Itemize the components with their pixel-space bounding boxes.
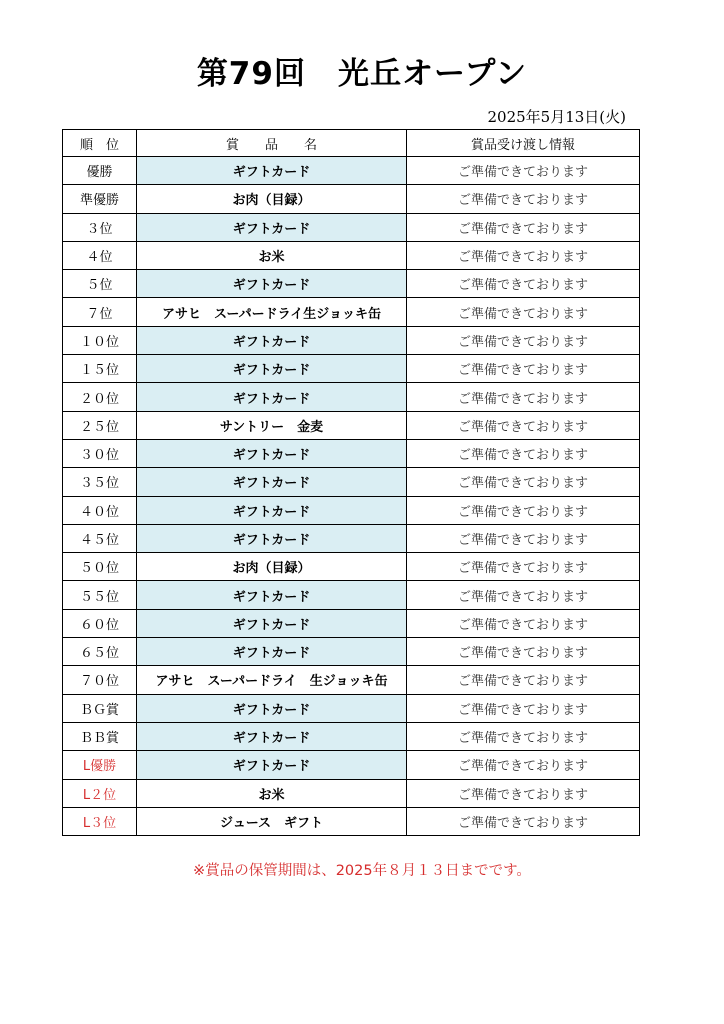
table-row bbox=[63, 326, 640, 354]
table-row bbox=[63, 468, 640, 496]
status-cell: ご準備できております bbox=[407, 298, 640, 326]
status-cell: ご準備できております bbox=[407, 270, 640, 298]
status-cell: ご準備できております bbox=[407, 807, 640, 835]
status-cell: ご準備できております bbox=[407, 383, 640, 411]
status-cell: ご準備できております bbox=[407, 326, 640, 354]
rank-cell: ２０位 bbox=[63, 383, 137, 411]
rank-cell: ３位 bbox=[63, 213, 137, 241]
prize-cell: ジュース ギフト bbox=[137, 807, 407, 835]
status-cell: ご準備できております bbox=[407, 241, 640, 269]
status-cell: ご準備できております bbox=[407, 609, 640, 637]
table-row bbox=[63, 694, 640, 722]
table-row bbox=[63, 383, 640, 411]
table-row bbox=[63, 355, 640, 383]
status-cell: ご準備できております bbox=[407, 666, 640, 694]
rank-cell: ４０位 bbox=[63, 496, 137, 524]
rank-cell: ４位 bbox=[63, 241, 137, 269]
table-row bbox=[63, 411, 640, 439]
status-cell: ご準備できております bbox=[407, 185, 640, 213]
header-status: 賞品受け渡し情報 bbox=[407, 130, 640, 157]
table-row bbox=[63, 666, 640, 694]
rank-cell: ４５位 bbox=[63, 524, 137, 552]
status-cell: ご準備できております bbox=[407, 468, 640, 496]
prize-cell: ギフトカード bbox=[137, 638, 407, 666]
rank-cell: 優勝 bbox=[63, 157, 137, 185]
rank-cell: ６５位 bbox=[63, 638, 137, 666]
table-row bbox=[63, 751, 640, 779]
header-prize: 賞 品 名 bbox=[137, 130, 407, 157]
rank-cell: L３位 bbox=[63, 807, 137, 835]
table-row bbox=[63, 185, 640, 213]
rank-cell: ３０位 bbox=[63, 439, 137, 467]
rank-cell: ＢＧ賞 bbox=[63, 694, 137, 722]
prize-cell: お米 bbox=[137, 241, 407, 269]
table-header-row bbox=[63, 130, 640, 157]
prize-cell: ギフトカード bbox=[137, 157, 407, 185]
prize-cell: ギフトカード bbox=[137, 496, 407, 524]
prize-cell: ギフトカード bbox=[137, 751, 407, 779]
prize-cell: ギフトカード bbox=[137, 722, 407, 750]
rank-cell: １５位 bbox=[63, 355, 137, 383]
table-row bbox=[63, 213, 640, 241]
status-cell: ご準備できております bbox=[407, 694, 640, 722]
rank-cell: ＢＢ賞 bbox=[63, 722, 137, 750]
table-row bbox=[63, 609, 640, 637]
prize-cell: ギフトカード bbox=[137, 383, 407, 411]
prize-cell: お肉（目録） bbox=[137, 553, 407, 581]
status-cell: ご準備できております bbox=[407, 411, 640, 439]
rank-cell: １０位 bbox=[63, 326, 137, 354]
prize-cell: アサヒ スーパードライ 生ジョッキ缶 bbox=[137, 666, 407, 694]
prize-cell: ギフトカード bbox=[137, 524, 407, 552]
rank-cell: ６０位 bbox=[63, 609, 137, 637]
table-row bbox=[63, 807, 640, 835]
status-cell: ご準備できております bbox=[407, 524, 640, 552]
prize-cell: ギフトカード bbox=[137, 213, 407, 241]
table-row bbox=[63, 638, 640, 666]
prize-cell: お米 bbox=[137, 779, 407, 807]
table-row bbox=[63, 553, 640, 581]
status-cell: ご準備できております bbox=[407, 157, 640, 185]
prize-cell: ギフトカード bbox=[137, 439, 407, 467]
prize-cell: ギフトカード bbox=[137, 468, 407, 496]
status-cell: ご準備できております bbox=[407, 751, 640, 779]
storage-note: ※賞品の保管期間は、2025年８月１３日までです。 bbox=[193, 863, 531, 879]
rank-cell: L優勝 bbox=[63, 751, 137, 779]
rank-cell: L２位 bbox=[63, 779, 137, 807]
rank-cell: ７０位 bbox=[63, 666, 137, 694]
page-title: 第79回 光丘オープン bbox=[196, 56, 528, 92]
status-cell: ご準備できております bbox=[407, 355, 640, 383]
prize-table bbox=[62, 129, 640, 836]
rank-cell: ２５位 bbox=[63, 411, 137, 439]
prize-cell: ギフトカード bbox=[137, 694, 407, 722]
table-row bbox=[63, 779, 640, 807]
event-date: 2025年5月13日(火) bbox=[487, 108, 626, 126]
status-cell: ご準備できております bbox=[407, 496, 640, 524]
status-cell: ご準備できております bbox=[407, 439, 640, 467]
table-row bbox=[63, 722, 640, 750]
status-cell: ご準備できております bbox=[407, 638, 640, 666]
table-row bbox=[63, 298, 640, 326]
table-row bbox=[63, 439, 640, 467]
rank-cell: ５５位 bbox=[63, 581, 137, 609]
table-row bbox=[63, 241, 640, 269]
rank-cell: ７位 bbox=[63, 298, 137, 326]
table-row bbox=[63, 496, 640, 524]
prize-cell: ギフトカード bbox=[137, 270, 407, 298]
prize-cell: お肉（目録） bbox=[137, 185, 407, 213]
status-cell: ご準備できております bbox=[407, 581, 640, 609]
table-row bbox=[63, 157, 640, 185]
rank-cell: 準優勝 bbox=[63, 185, 137, 213]
table-row bbox=[63, 581, 640, 609]
prize-cell: ギフトカード bbox=[137, 326, 407, 354]
rank-cell: ５０位 bbox=[63, 553, 137, 581]
prize-cell: ギフトカード bbox=[137, 355, 407, 383]
status-cell: ご準備できております bbox=[407, 722, 640, 750]
status-cell: ご準備できております bbox=[407, 213, 640, 241]
rank-cell: ３５位 bbox=[63, 468, 137, 496]
prize-cell: ギフトカード bbox=[137, 609, 407, 637]
table-row bbox=[63, 524, 640, 552]
status-cell: ご準備できております bbox=[407, 553, 640, 581]
prize-cell: アサヒ スーパードライ生ジョッキ缶 bbox=[137, 298, 407, 326]
table-row bbox=[63, 270, 640, 298]
rank-cell: ５位 bbox=[63, 270, 137, 298]
status-cell: ご準備できております bbox=[407, 779, 640, 807]
prize-cell: サントリー 金麦 bbox=[137, 411, 407, 439]
header-rank: 順 位 bbox=[63, 130, 137, 157]
table-body bbox=[63, 157, 640, 836]
prize-cell: ギフトカード bbox=[137, 581, 407, 609]
